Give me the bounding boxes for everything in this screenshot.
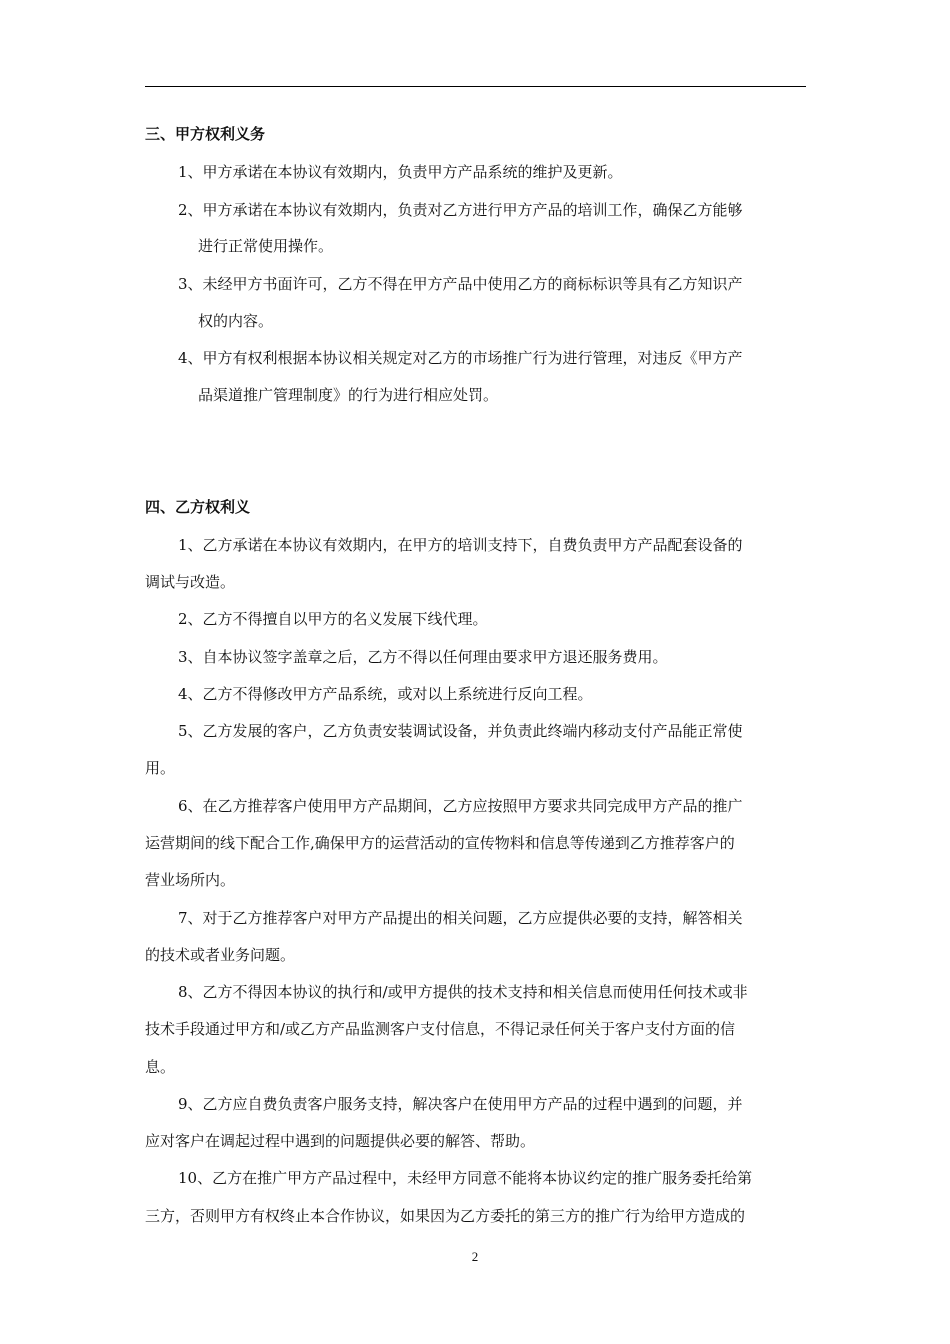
section-4-item-7-line-2: 的技术或者业务问题。 — [145, 946, 296, 964]
section-3-item-3-line-2: 权的内容。 — [198, 312, 274, 330]
section-3-item-1-line-1: 1、甲方承诺在本协议有效期内，负责甲方产品系统的维护及更新。 — [178, 163, 623, 181]
section-4-item-6-line-1: 6、在乙方推荐客户使用甲方产品期间，乙方应按照甲方要求共同完成甲方产品的推广 — [178, 797, 743, 815]
section-4-item-10-line-1: 10、乙方在推广甲方产品过程中，未经甲方同意不能将本协议约定的推广服务委托给第 — [178, 1169, 753, 1187]
section-4-item-10-line-2: 三方，否则甲方有权终止本合作协议，如果因为乙方委托的第三方的推广行为给甲方造成的 — [145, 1207, 746, 1225]
section-4-heading: 四、乙方权利义 — [145, 498, 251, 516]
section-3-item-4-line-1: 4、甲方有权利根据本协议相关规定对乙方的市场推广行为进行管理，对违反《甲方产 — [178, 349, 743, 367]
section-4-item-2-line-1: 2、乙方不得擅自以甲方的名义发展下线代理。 — [178, 610, 488, 628]
section-4-item-8-line-3: 息。 — [145, 1058, 176, 1076]
section-4-item-1-line-2: 调试与改造。 — [145, 573, 236, 591]
page-number: 2 — [471, 1249, 479, 1264]
section-4-item-8-line-1: 8、乙方不得因本协议的执行和/或甲方提供的技术支持和相关信息而使用任何技术或非 — [178, 983, 748, 1001]
header-rule — [145, 86, 806, 87]
section-4-item-3-line-1: 3、自本协议签字盖章之后，乙方不得以任何理由要求甲方退还服务费用。 — [178, 648, 668, 666]
section-4-item-4-line-1: 4、乙方不得修改甲方产品系统，或对以上系统进行反向工程。 — [178, 685, 593, 703]
section-3-item-2-line-2: 进行正常使用操作。 — [198, 237, 334, 255]
section-3-heading: 三、甲方权利义务 — [145, 125, 266, 143]
section-4-item-6-line-3: 营业场所内。 — [145, 871, 236, 889]
section-4-item-5-line-2: 用。 — [145, 759, 176, 777]
section-4-item-9-line-2: 应对客户在调起过程中遇到的问题提供必要的解答、帮助。 — [145, 1132, 536, 1150]
section-4-item-7-line-1: 7、对于乙方推荐客户对甲方产品提出的相关问题，乙方应提供必要的支持，解答相关 — [178, 909, 743, 927]
section-4-item-1-line-1: 1、乙方承诺在本协议有效期内，在甲方的培训支持下，自费负责甲方产品配套设备的 — [178, 536, 743, 554]
section-3-item-2-line-1: 2、甲方承诺在本协议有效期内，负责对乙方进行甲方产品的培训工作，确保乙方能够 — [178, 201, 743, 219]
section-4-item-9-line-1: 9、乙方应自费负责客户服务支持，解决客户在使用甲方产品的过程中遇到的问题，并 — [178, 1095, 743, 1113]
section-4-item-5-line-1: 5、乙方发展的客户，乙方负责安装调试设备，并负责此终端内移动支付产品能正常使 — [178, 722, 743, 740]
section-4-item-8-line-2: 技术手段通过甲方和/或乙方产品监测客户支付信息，不得记录任何关于客户支付方面的信 — [145, 1020, 736, 1038]
section-4-item-6-line-2: 运营期间的线下配合工作,确保甲方的运营活动的宣传物料和信息等传递到乙方推荐客户的 — [145, 834, 735, 852]
section-3-item-3-line-1: 3、未经甲方书面许可，乙方不得在甲方产品中使用乙方的商标标识等具有乙方知识产 — [178, 275, 743, 293]
section-3-item-4-line-2: 品渠道推广管理制度》的行为进行相应处罚。 — [198, 386, 499, 404]
